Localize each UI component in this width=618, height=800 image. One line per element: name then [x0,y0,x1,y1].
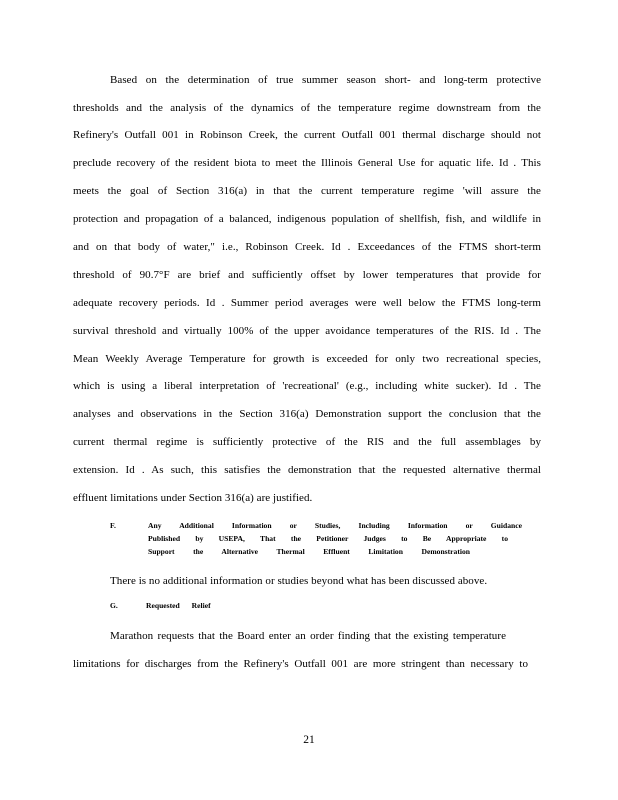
heading-label: F. [110,521,116,530]
heading-line: Published by USEPA, That the Petitioner Judges to Be Appropriate to [148,534,508,543]
page-number: 21 [303,734,315,746]
heading-line: Any Additional Information or Studies, Including Information or Guidance [148,521,522,530]
heading-line: Support the Alternative Thermal Effluent Limitation Demonstration [148,547,470,556]
body-line: There is no additional information or studies beyond what has been discussed above. [110,575,488,587]
heading-label: G. [110,601,118,610]
body-line: survival threshold and virtually 100% of the upper avoidance temperatures of the RIS. Id . The [73,325,541,337]
body-line: which is using a liberal interpretation of 'recreational' (e.g., including white sucker). Id . The [73,380,541,392]
body-line: Based on the determination of true summer season short- and long-term protective [110,74,541,86]
body-line: Refinery's Outfall 001 in Robinson Creek, the current Outfall 001 thermal discharge should not [73,129,541,141]
section-heading-g [110,601,211,610]
body-line: threshold of 90.7°F are brief and sufficiently offset by lower temperatures that provide for [73,269,541,281]
body-line: current thermal regime is sufficiently protective of the RIS and the full assemblages by [73,436,541,448]
body-line: and on that body of water," i.e., Robinson Creek. Id . Exceedances of the FTMS short-term [73,241,541,253]
body-line: meets the goal of Section 316(a) in that the current temperature regime 'will assure the [73,185,541,197]
body-line: thresholds and the analysis of the dynamics of the temperature regime downstream from the [73,102,541,114]
section-heading-f [110,520,530,560]
body-line: limitations for discharges from the Refinery's Outfall 001 are more stringent than necessary to [73,658,528,670]
body-line: preclude recovery of the resident biota to meet the Illinois General Use for aquatic life. Id . This [73,157,541,169]
body-line: analyses and observations in the Section 316(a) Demonstration support the conclusion that the [73,408,541,420]
body-line: effluent limitations under Section 316(a) are justified. [73,492,313,504]
body-line: Mean Weekly Average Temperature for growth is exceeded for only two recreational species, [73,353,541,365]
body-line: protection and propagation of a balanced, indigenous population of shellfish, fish, and wildlife in [73,213,541,225]
body-line: extension. Id . As such, this satisfies the demonstration that the requested alternative thermal [73,464,541,476]
body-line: adequate recovery periods. Id . Summer period averages were well below the FTMS long-term [73,297,541,309]
heading-title: Requested Relief [146,601,211,610]
body-line: Marathon requests that the Board enter an order finding that the existing temperature [110,630,506,642]
